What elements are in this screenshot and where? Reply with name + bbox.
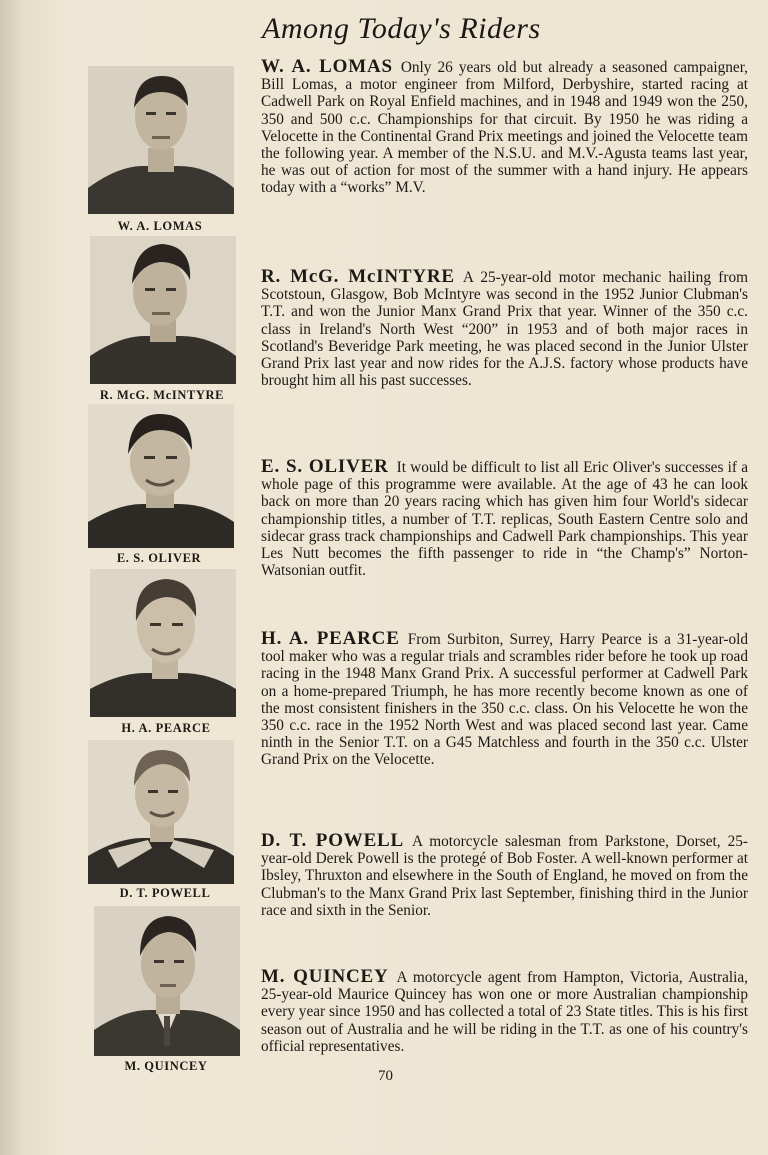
portrait-quincey: [94, 906, 240, 1056]
entry-lomas: [261, 58, 748, 197]
rider-name: W. A. LOMAS: [261, 56, 393, 77]
rider-name: D. T. POWELL: [261, 830, 404, 851]
caption-mcintyre: R. McG. McINTYRE: [99, 388, 225, 402]
portrait-oliver: [88, 404, 234, 548]
rider-bio: A motorcycle salesman from Parkstone, Dorset, 25-year-old Derek Powell is the protegé of Bob Foster. A well-known performer at Ibsley, Thruxton and elsewhere in the South of England, he moved on from the Clubman's to the Manx Grand Prix last September, finishing third in the Junior race and sixth in the Senior.: [261, 833, 748, 919]
rider-bio: Only 26 years old but already a seasoned campaigner, Bill Lomas, a motor engineer from Milford, Derbyshire, started racing at Cadwell Park on Royal Enfield machines, and in 1948 and 1949 won the 250, 350 and 500 c.c. Championships for that circuit. By 1950 he was riding a Velocette in the Continental Grand Prix meetings and joined the Velocette team the following year. A member of the N.S.U. and M.V.-Agusta teams last year, he was out of action for most of the summer with a hand injury. He appears today with a “works” M.V.: [261, 59, 748, 197]
portrait-lomas: [88, 66, 234, 214]
caption-powell: D. T. POWELL: [119, 886, 211, 900]
caption-lomas: W. A. LOMAS: [117, 219, 203, 233]
entry-quincey: [261, 968, 748, 1055]
rider-name: E. S. OLIVER: [261, 456, 389, 477]
entry-powell: [261, 832, 748, 919]
rider-bio: It would be difficult to list all Eric Oliver's successes if a whole page of this programme were available. At the age of 43 he can look back on more than 20 years racing which has given him four World's sidecar championship titles, a number of T.T. replicas, South Eastern Centre solo and sidecar grass track championships and Cadwell Park championships. This year Les Nutt becomes the fifth passenger to ride in “the Champ's” Norton-Watsonian outfit.: [261, 459, 748, 580]
page-number: 70: [378, 1068, 393, 1084]
rider-bio: A 25-year-old motor mechanic hailing from Scotstoun, Glasgow, Bob McIntyre was second in the 1952 Junior Clubman's T.T. and won the Junior Manx Grand Prix that year. Winner of the 350 c.c. class in Ireland's North West “200” in 1953 and of both major races in Scotland's Beveridge Park meeting, he was placed second in the Junior Ulster Grand Prix last year and now rides for the A.J.S. factory whose products have brought him all his past successes.: [261, 269, 749, 390]
caption-quincey: M. QUINCEY: [124, 1059, 208, 1073]
caption-oliver: E. S. OLIVER: [116, 551, 202, 565]
caption-pearce: H. A. PEARCE: [121, 721, 211, 735]
entry-oliver: [261, 458, 748, 579]
rider-name: R. McG. McINTYRE: [261, 266, 455, 287]
page-title: Among Today's Riders: [262, 12, 541, 45]
entry-mcintyre: [261, 268, 748, 389]
entry-pearce: [261, 630, 748, 769]
rider-bio: A motorcycle agent from Hampton, Victoria, Australia, 25-year-old Maurice Quincey has won one or more Australian championship every year since 1950 and has collected a total of 23 State titles. This is his first season out of Australia and he will be riding in the T.T. as one of his country's official representatives.: [261, 969, 748, 1055]
rider-name: M. QUINCEY: [261, 966, 389, 987]
portrait-pearce: [90, 569, 236, 717]
portrait-mcintyre: [90, 236, 236, 384]
portrait-powell: [88, 740, 234, 884]
rider-bio: From Surbiton, Surrey, Harry Pearce is a 31-year-old tool maker who was a regular trials and scrambles rider before he took up road racing in the 1948 Manx Grand Prix. A successful performer at Cadwell Park on a home-prepared Triumph, he has more recently become known as one of the most consistent finishers in the 350 c.c. class. On his Velocette he won the 350 c.c. race in the 1952 North West and was placed second last year. Came ninth in the Senior T.T. on a G45 Matchless and fourth in the 350 c.c. Ulster Grand Prix on the Velocette.: [261, 631, 748, 769]
rider-name: H. A. PEARCE: [261, 628, 400, 649]
